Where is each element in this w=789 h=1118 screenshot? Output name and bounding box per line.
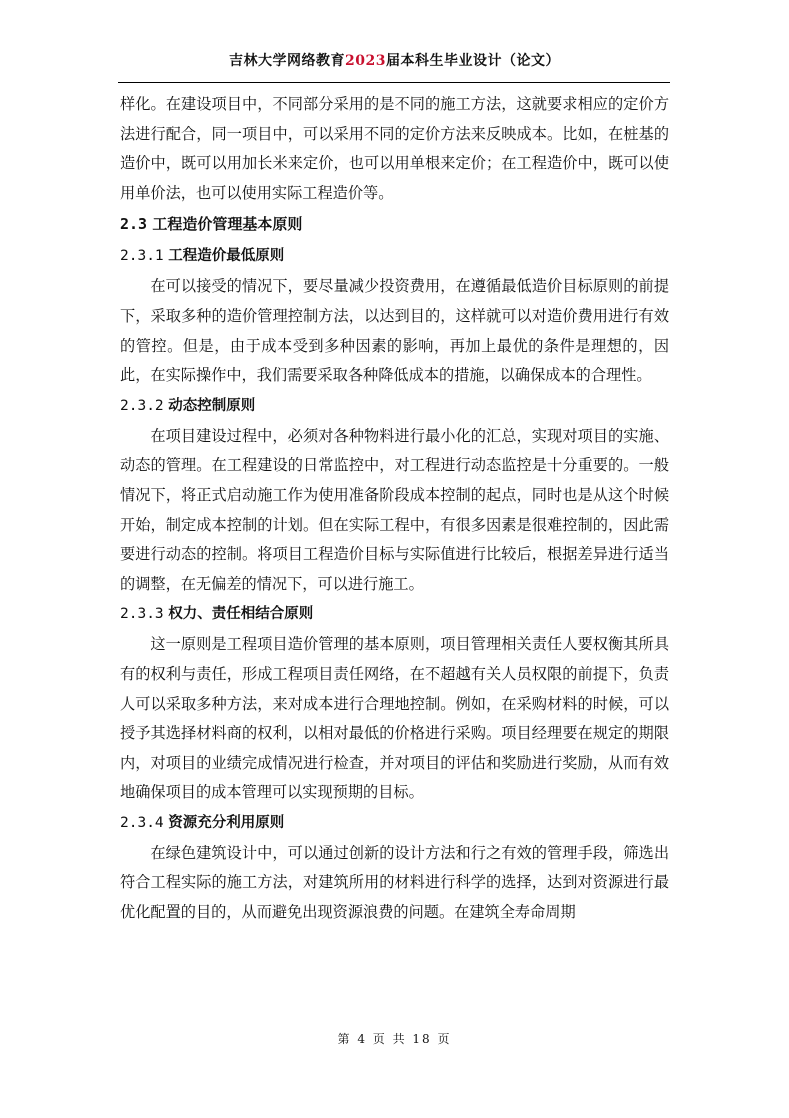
paragraph-lowest-cost: 在可以接受的情况下，要尽量减少投资费用，在遵循最低造价目标原则的前提下，采取多种的造价管理控制方法，以达到目的，这样就可以对造价费用进行有效的管控。但是，由于成本受到多种因素的影响，再加上最优的条件是理想的，因此，在实际操作中，我们需要采取各种降低成本的措施，以确保成本的合理性。	[120, 277, 669, 385]
header-year: 2023	[345, 53, 386, 69]
paragraph-resource-utilization: 在绿色建筑设计中，可以通过创新的设计方法和行之有效的管理手段，筛选出符合工程实际的施工方法，对建筑所用的材料进行科学的选择，达到对资源进行最优化配置的目的，从而避免出现资源浪费的问题。在建筑全寿命周期	[120, 843, 669, 922]
section-number: 2.3	[120, 215, 148, 234]
header-divider	[118, 82, 670, 83]
paragraph-power-responsibility: 这一原则是工程项目造价管理的基本原则，项目管理相关责任人要权衡其所具有的权利与责任，形成工程项目责任网络，在不超越有关人员权限的前提下，负责人可以采取多种方法，来对成本进行合理地控制。例如，在采购材料的时候，可以授予其选择材料商的权利，以相对最低的价格进行采购。项目经理要在规定的期限内，对项目的业绩完成情况进行检查，并对项目的评估和奖励进行奖励，从而有效地确保项目的成本管理可以实现预期的目标。	[120, 635, 669, 802]
subsection-title: 动态控制原则	[168, 397, 256, 414]
page-body	[120, 90, 669, 928]
paragraph-dynamic-control: 在项目建设过程中，必须对各种物料进行最小化的汇总，实现对项目的实施、动态的管理。在工程建设的日常监控中，对工程进行动态监控是十分重要的。一般情况下，将正式启动施工作为使用准备阶段成本控制的起点，同时也是从这个时候开始，制定成本控制的计划。但在实际工程中，有很多因素是很难控制的，因此需要进行动态的控制。将项目工程造价目标与实际值进行比较后，根据差异进行适当的调整，在无偏差的情况下，可以进行施工。	[120, 426, 669, 593]
subsection-heading-2-3-4	[120, 809, 669, 837]
page-footer: 第 4 页 共 18 页	[337, 1032, 452, 1046]
subsection-heading-2-3-2	[120, 392, 669, 420]
section-title: 工程造价管理基本原则	[152, 215, 303, 234]
header-document-type: 届本科生毕业设计（论文）	[385, 53, 560, 69]
subsection-heading-2-3-1	[120, 242, 669, 270]
header-institution: 吉林大学网络教育	[229, 53, 346, 69]
subsection-number: 2.3.3	[120, 606, 164, 623]
subsection-title: 资源充分利用原则	[168, 814, 285, 831]
subsection-number: 2.3.2	[120, 397, 164, 414]
subsection-number: 2.3.1	[120, 248, 164, 265]
paragraph-continued: 样化。在建设项目中，不同部分采用的是不同的施工方法，这就要求相应的定价方法进行配合，同一项目中，可以采用不同的定价方法来反映成本。比如，在桩基的造价中，既可以用加长米来定价，也可以用单根来定价；在工程造价中，既可以使用单价法，也可以使用实际工程造价等。	[120, 95, 669, 202]
section-heading-2-3	[120, 210, 669, 239]
subsection-title: 权力、责任相结合原则	[168, 606, 314, 623]
subsection-number: 2.3.4	[120, 814, 164, 831]
page-header	[120, 51, 669, 71]
subsection-heading-2-3-3	[120, 600, 669, 628]
subsection-title: 工程造价最低原则	[168, 248, 285, 265]
